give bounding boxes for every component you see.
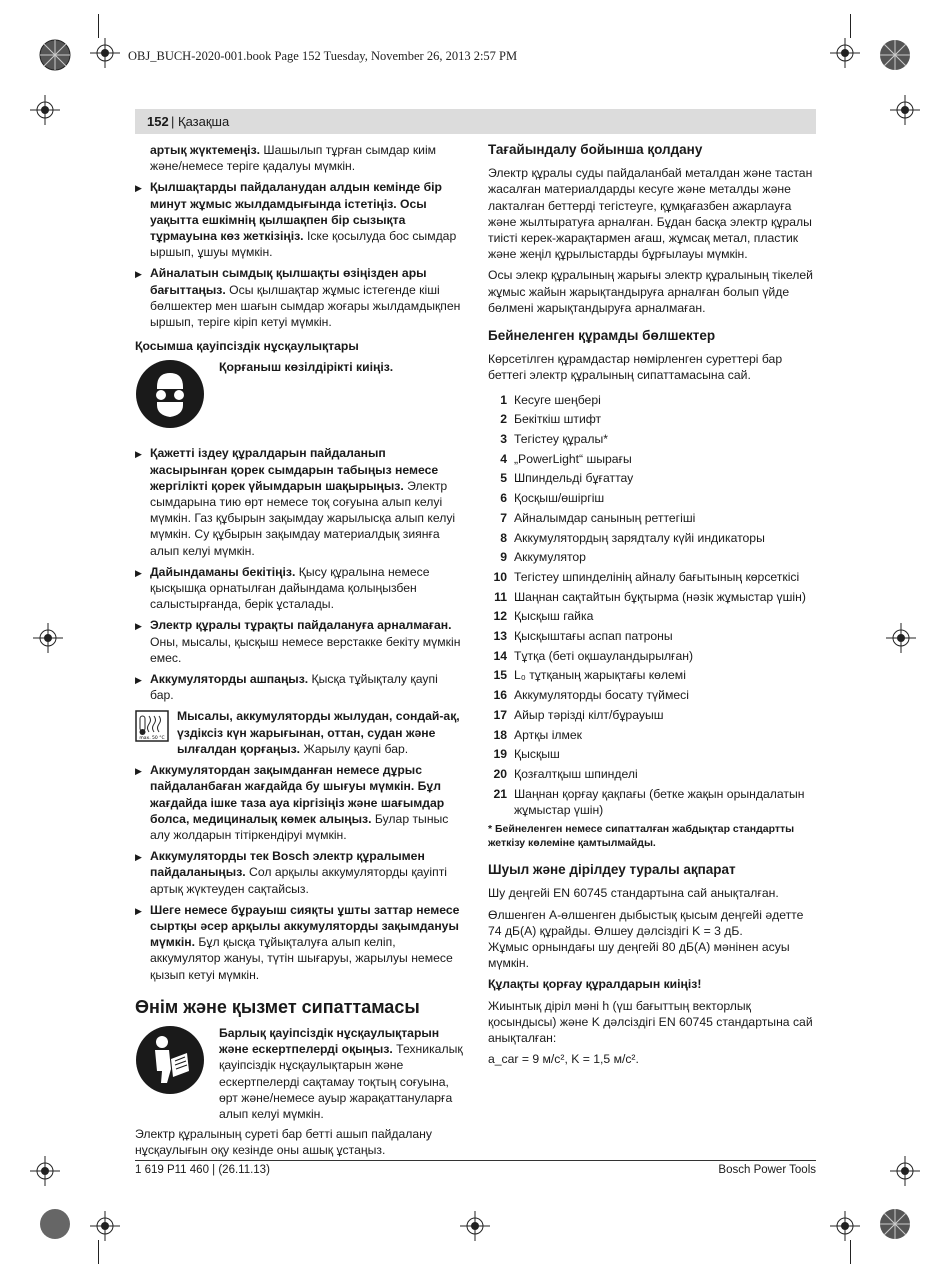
registration-mark <box>878 38 912 72</box>
goggles-notice: Қорғаныш көзілдірікті киіңіз. <box>135 359 463 439</box>
header-language: Қазақша <box>178 114 230 129</box>
intended-use-paragraph: Электр құралы суды пайдаланбай металдан және тастан жасалған материалдарды кесуге және металды және лакталған беттерді тегістеуге, құмқағазбен ажарлауға және жылтыратуға арналған. Бұдан басқа электр құралы тиісті керек-жарақтармен ағаш, жұмсақ метал, пластик және жеңіл құрылыстарды бұрғылауы мүмкін. <box>488 166 813 262</box>
crop-mark <box>850 14 851 38</box>
part-label: Тұтқа (беті оқшауландырылған) <box>514 648 694 663</box>
parts-list-item <box>488 510 816 526</box>
parts-intro: Көрсетілген құрамдастар нөмірленген суреттері бар беттегі электр құралының сипаттамасына сай. <box>488 352 783 383</box>
part-number: 15 <box>493 668 507 683</box>
part-number: 3 <box>500 432 507 447</box>
footer-rule <box>135 1160 816 1161</box>
parts-list-item <box>488 569 816 585</box>
crosshair-mark <box>886 623 916 653</box>
part-number: 8 <box>500 530 507 545</box>
open-page-paragraph: Электр құралының суреті бар бетті ашып пайдалану нұсқаулығын оқу кезінде оны ашық ұстаңыз. <box>135 1127 433 1158</box>
footer-brand: Bosch Power Tools <box>718 1164 816 1176</box>
crosshair-mark <box>90 38 120 68</box>
part-label: Қысқыштағы аспап патроны <box>514 629 673 644</box>
part-number: 11 <box>494 589 507 604</box>
section-title: Өнім және қызмет сипаттамасы <box>135 996 420 1017</box>
part-label: Тегістеу шпинделінің айналу бағытының көрсеткісі <box>514 569 800 584</box>
part-label: Шаңнан қорғау қақпағы (бетке жақын орындалатын жұмыстар үшін) <box>514 786 805 817</box>
part-label: Аккумуляторды босату түймесі <box>514 688 689 703</box>
parts-list-item <box>488 707 816 723</box>
parts-list-item <box>488 766 816 782</box>
crosshair-mark <box>830 1211 860 1241</box>
crosshair-mark <box>890 95 920 125</box>
safety-bullet: ▶ Айналатын сымдық қылшақты өзіңізден ары бағыттаңыз. Осы қылшақтар жұмыс істегенде кіші бөлшектер мен шағын сымдар жоғары жылдамдықпен ыршып, теріге кіріп кетуі мүмкін. <box>135 265 463 330</box>
parts-list-item <box>488 687 816 703</box>
part-number: 10 <box>493 569 507 584</box>
part-label: Аккумулятор <box>514 550 586 565</box>
read-manual-notice: Барлық қауіпсіздік нұсқаулықтарын және ескертпелерді оқыңыз. Техникалық қауіпсіздік нұсқаулықтарын және ескертпелерді сақтамау тоқтың соғуына, өрт және/немесе ауыр жарақаттануларға алып келуі мүмкін. <box>135 1025 463 1122</box>
crosshair-mark <box>830 38 860 68</box>
part-label: Тегістеу құралы* <box>514 432 608 447</box>
safety-bullet: ▶ Қылшақтарды пайдаланудан алдын кемінде бір минут жұмыс жылдамдығында істетіңіз. Осы уақытта ешкімнің қылшақпен бір сызықта тұрмауына көз жеткізіңіз. Іске қосылуда бос сымдар ыршып, ұшуы мүмкін. <box>135 179 463 260</box>
header-separator: | <box>171 114 175 129</box>
part-label: Шпиндельді бұғаттау <box>514 471 634 486</box>
registration-mark <box>38 38 72 72</box>
sub-heading: Қосымша қауіпсіздік нұсқаулықтары <box>135 339 359 354</box>
parts-list-item <box>488 628 816 644</box>
noise-title: Шуыл және дірілдеу туралы ақпарат <box>488 862 736 878</box>
parts-list-item <box>488 470 816 486</box>
temperature-warning-icon <box>135 710 169 742</box>
temperature-icon-label: max. 50 °C <box>139 736 165 742</box>
part-label: L₀ тұтқаның жарықтағы көлемі <box>514 668 686 683</box>
crop-mark <box>98 1240 99 1264</box>
part-label: Айыр тәрізді кілт/бұрауыш <box>514 707 664 722</box>
noise-paragraph: Өлшенген A-өлшенген дыбыстық қысым деңгейі әдетте 74 дБ(A) құрайды. Өлшеу дәлсіздігі K = 3 дБ. <box>488 907 804 938</box>
parts-list-item <box>488 451 816 467</box>
part-label: „PowerLight“ шырағы <box>514 451 632 466</box>
part-label: Кесуге шеңбері <box>514 392 601 407</box>
part-label: Артқы ілмек <box>514 727 583 742</box>
part-number: 12 <box>493 609 507 624</box>
safety-bullet: ▶ Электр құралы тұрақты пайдалануға арналмаған. Оны, мысалы, қысқыш немесе верстакке бекіту мүмкін емес. <box>135 617 463 666</box>
crop-mark <box>850 1240 851 1264</box>
parts-footnote: * Бейнеленген немесе сипатталған жабдықтар стандартты жеткізу көлеміне қамтылмайды. <box>488 823 795 850</box>
read-manual-icon <box>135 1025 205 1095</box>
page-header <box>135 109 816 134</box>
part-number: 17 <box>493 707 507 722</box>
parts-list-item <box>488 431 816 447</box>
temperature-notice: max. 50 °C Мысалы, аккумуляторды жылудан, сондай-ақ, үздіксіз күн жарығынан, оттан, судан және ылғалдан қорғаңыз. Жарылу қаупі бар. <box>135 708 463 757</box>
safety-bullet: ▶ Дайындаманы бекітіңіз. Қысу құралына немесе қысқышқа орнатылған дайындама қолыңызбен салыстырғанда, берік ұсталады. <box>135 564 463 613</box>
part-label: Бекіткіш штифт <box>514 412 602 427</box>
part-number: 5 <box>500 471 507 486</box>
intended-use-paragraph: Осы элекр құралының жарығы электр құралының тікелей жұмыс жайын жарықтандыруға арналған болып үйде бөлмені жарықтандыруға арналмаған. <box>488 268 813 315</box>
safety-bullet: ▶ Аккумуляторды ашпаңыз. Қысқа тұйықталу қаупі бар. <box>135 671 463 703</box>
part-label: Қосқыш/өшіргіш <box>514 491 605 506</box>
part-number: 13 <box>493 629 507 644</box>
parts-list-item <box>488 549 816 565</box>
parts-list-item <box>488 746 816 762</box>
page-number: 152 <box>147 114 169 129</box>
part-number: 20 <box>493 767 507 781</box>
part-label: Қысқыш <box>514 747 560 762</box>
parts-list-item <box>488 648 816 664</box>
safety-bullet: ▶ Аккумуляторды тек Bosch электр құралымен пайдаланыңыз. Сол арқылы аккумуляторды қауіпті артық жүктеуден сақтайсыз. <box>135 848 463 897</box>
part-label: Қозғалтқыш шпинделі <box>514 767 638 781</box>
crosshair-mark <box>890 1156 920 1186</box>
parts-list-item <box>488 530 816 546</box>
parts-list-item <box>488 411 816 427</box>
crop-mark <box>98 14 99 38</box>
parts-list-item <box>488 392 816 408</box>
crosshair-mark <box>90 1211 120 1241</box>
part-number: 9 <box>500 550 507 565</box>
vibration-paragraph: Жиынтық діріл мәні h (үш бағыттың векторлық қосындысы) және K дәлсіздігі EN 60745 стандартына сай анықталған: <box>488 998 813 1045</box>
safety-bullet: ▶ Қажетті іздеу құралдарын пайдаланып жасырынған қорек сымдарын табыңыз немесе жергілікті қорек үйымдарын шақырыңыз. Электр сымдарына тию өрт немесе тоқ соғуына алып келуі мүмкін. Газ құбырын зақымдау жарылысқа алып келуі мүмкін. Су құбырын зақымдау материалдық зиянға алып келуі мүмкін. <box>135 445 463 558</box>
part-number: 6 <box>500 491 507 506</box>
parts-title: Бейнеленген құрамды бөлшектер <box>488 328 716 344</box>
part-number: 21 <box>493 786 507 801</box>
part-number: 2 <box>500 412 507 427</box>
vibration-formula: a_car = 9 м/с², K = 1,5 м/с². <box>488 1052 639 1067</box>
continued-paragraph: артық жүктемеңіз. Шашылып тұрған сымдар киім және/немесе теріге қадалуы мүмкін. <box>150 143 437 174</box>
part-number: 16 <box>493 688 507 703</box>
left-column <box>135 142 463 1164</box>
print-imprint: OBJ_BUCH-2020-001.book Page 152 Tuesday, November 26, 2013 2:57 PM <box>128 49 518 63</box>
noise-paragraph: Шу деңгейі EN 60745 стандартына сай анықталған. <box>488 886 779 901</box>
part-label: Шаңнан сақтайтын бұқтырма (нәзік жұмыстар үшін) <box>514 589 806 604</box>
part-number: 19 <box>493 747 507 762</box>
hearing-protection-warning: Құлақты қорғау құралдарын киіңіз! <box>488 977 702 992</box>
parts-list-item <box>488 608 816 624</box>
crosshair-mark <box>460 1211 490 1241</box>
parts-list-item <box>488 490 816 506</box>
parts-list-item <box>488 667 816 683</box>
part-label: Қысқыш гайка <box>514 609 594 624</box>
parts-list-item <box>488 727 816 743</box>
safety-bullet: ▶ Шеге немесе бұрауыш сияқты ұшты заттар немесе сыртқы әсер арқылы аккумуляторды зақымдануы мүмкін. Бұл қысқа тұйықталуға алып келіп, аккумулятор жануы, түтін шығаруы, жарылуы немесе қызып кетуі мүмкін. <box>135 902 463 983</box>
safety-bullet: ▶ Аккумулятордан зақымданған немесе дұрыс пайдаланбаған жағдайда бу шығуы мүмкін. Бұл жағдайда ішке таза ауа кіргізіңіз және шағымдар болса, медициналық көмек алыңыз. Булар тыныс алу жолдарын тітіркендіруі мүмкін. <box>135 762 463 843</box>
part-number: 1 <box>500 392 507 407</box>
parts-list <box>488 392 816 818</box>
safety-goggles-icon <box>135 359 205 429</box>
footer-doc-number: 1 619 P11 460 | (26.11.13) <box>135 1164 270 1176</box>
part-label: Айналымдар санының реттегіші <box>514 510 696 525</box>
noise-paragraph: Жұмыс орнындағы шу деңгейі 80 дБ(A) мәнінен асуы мүмкін. <box>488 939 790 971</box>
parts-list-item <box>488 786 816 818</box>
part-number: 4 <box>500 451 507 466</box>
part-number: 18 <box>493 727 507 742</box>
registration-mark <box>878 1207 912 1241</box>
crosshair-mark <box>30 1156 60 1186</box>
part-number: 14 <box>493 648 507 663</box>
part-label: Аккумулятордың зарядталу күйі индикаторы <box>514 530 765 545</box>
part-number: 7 <box>500 510 507 525</box>
crosshair-mark <box>30 95 60 125</box>
registration-mark <box>38 1207 72 1241</box>
crosshair-mark <box>33 623 63 653</box>
parts-list-item <box>488 589 816 605</box>
intended-use-title: Тағайындалу бойынша қолдану <box>488 142 703 157</box>
right-column <box>488 142 816 1072</box>
